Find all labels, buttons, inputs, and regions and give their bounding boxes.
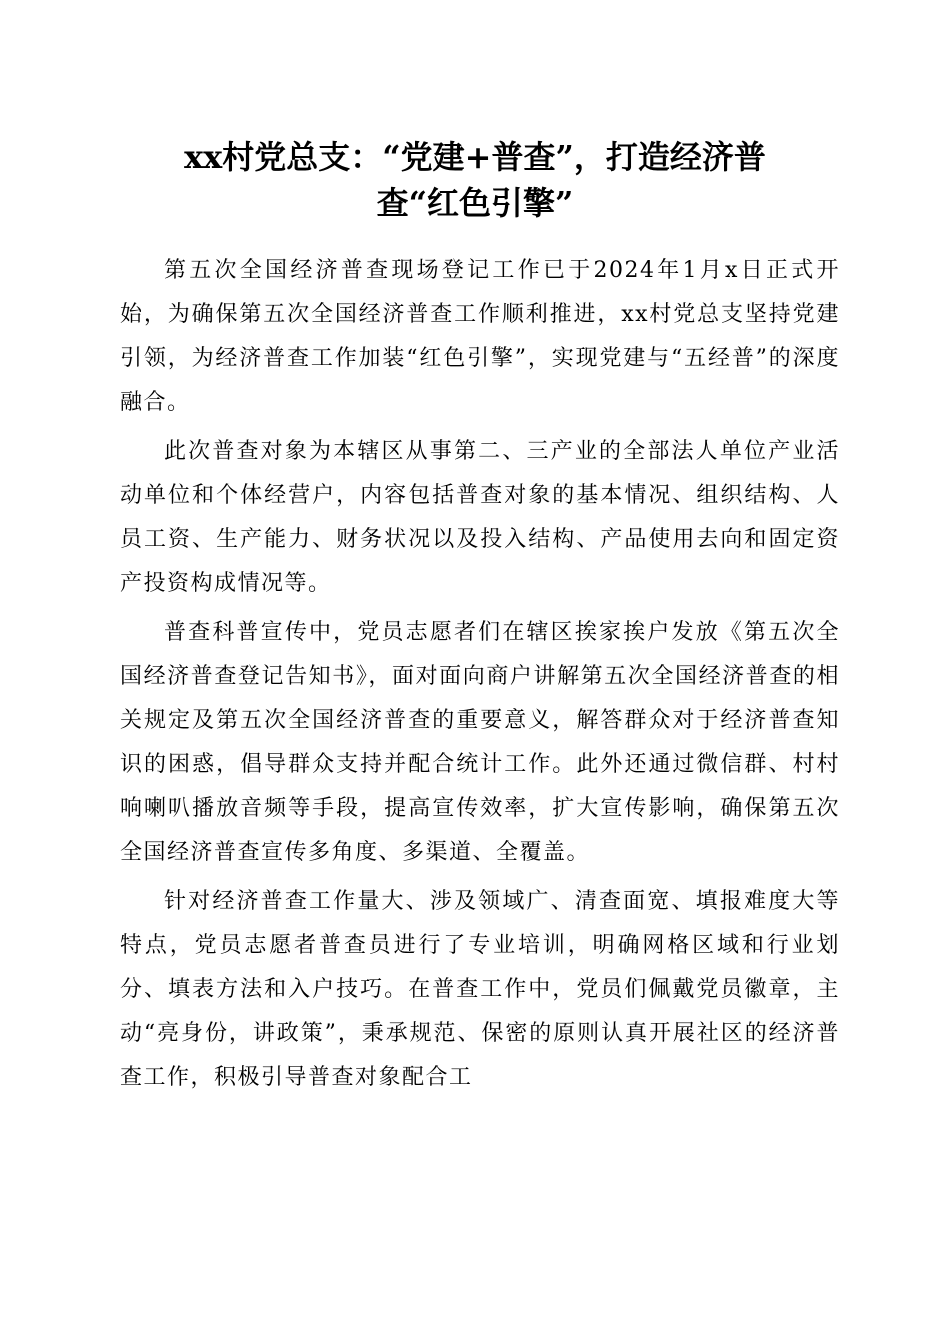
title-line-2: 查“红色引擎”	[376, 184, 574, 222]
paragraph-4: 针对经济普查工作量大、涉及领域广、清查面宽、填报难度大等特点，党员志愿者普查员进行了专业培训，明确网格区域和行业划分、填表方法和入户技巧。在普查工作中，党员们佩戴党员徽章，主动“亮身份，讲政策”，秉承规范、保密的原则认真开展社区的经济普查工作，积极引导普查对象配合工	[120, 889, 840, 1090]
paragraph-1: 第五次全国经济普查现场登记工作已于2024年1月x日正式开始，为确保第五次全国经济普查工作顺利推进，xx村党总支坚持党建引领，为经济普查工作加装“红色引擎”，实现党建与“五经普”的深度融合。	[120, 258, 840, 415]
title-line-1: xx村党总支：“党建+普查”，打造经济普	[184, 138, 766, 176]
document-body	[120, 249, 840, 1105]
document-title	[120, 134, 830, 226]
paragraph-3: 普查科普宣传中，党员志愿者们在辖区挨家挨户发放《第五次全国经济普查登记告知书》，面对面向商户讲解第五次全国经济普查的相关规定及第五次全国经济普查的重要意义，解答群众对于经济普查知识的困惑，倡导群众支持并配合统计工作。此外还通过微信群、村村响喇叭播放音频等手段，提高宣传效率，扩大宣传影响，确保第五次全国经济普查宣传多角度、多渠道、全覆盖。	[120, 620, 840, 865]
paragraph-2: 此次普查对象为本辖区从事第二、三产业的全部法人单位产业活动单位和个体经营户，内容包括普查对象的基本情况、组织结构、人员工资、生产能力、财务状况以及投入结构、产品使用去向和固定资产投资构成情况等。	[120, 439, 840, 596]
